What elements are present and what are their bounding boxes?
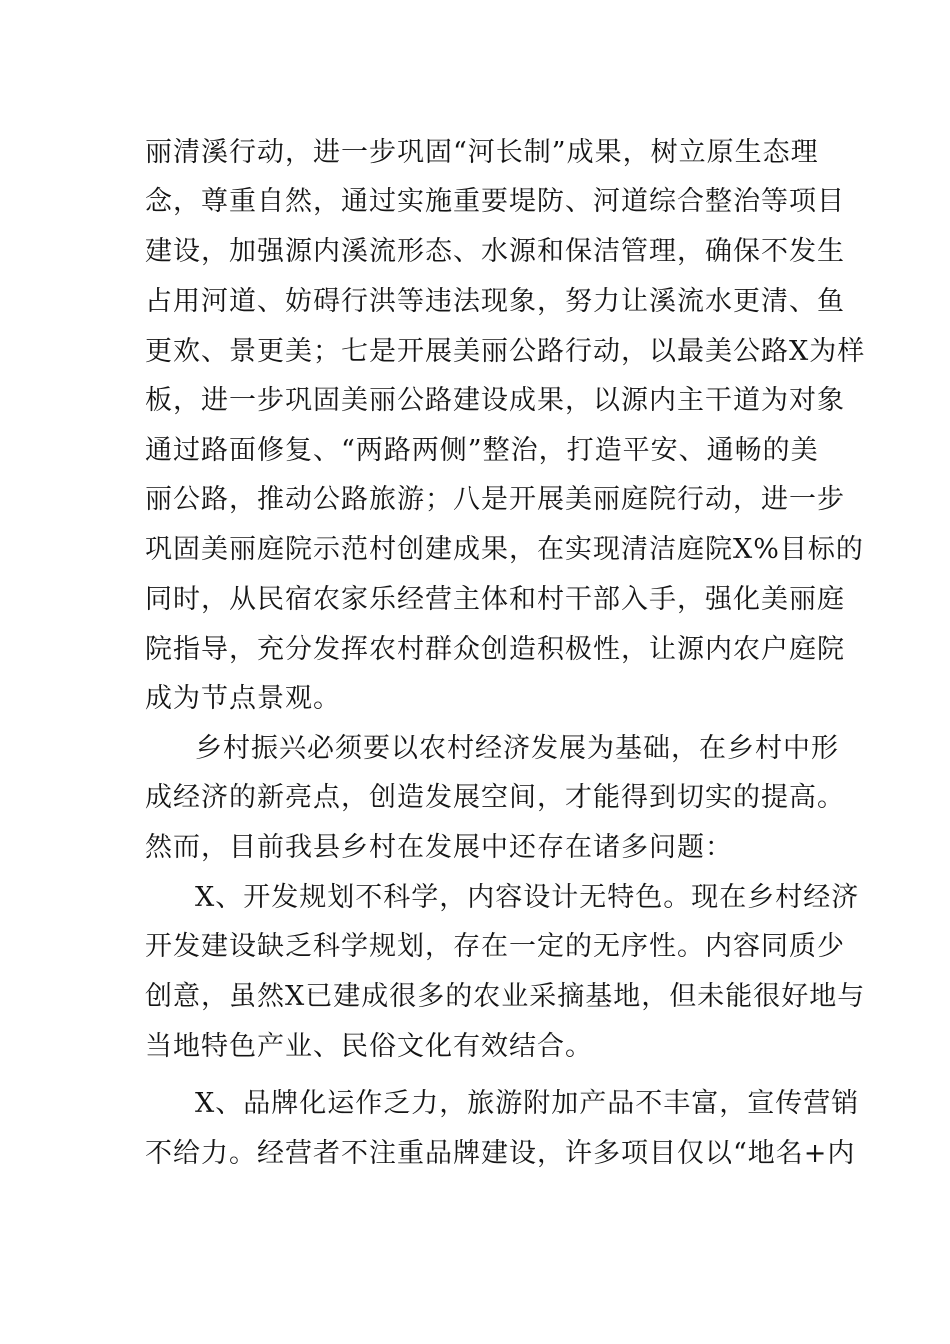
text-line: 成经济的新亮点，创造发展空间，才能得到切实的提高。 — [145, 782, 845, 813]
text-line: 念，尊重自然，通过实施重要堤防、河道综合整治等项目 — [145, 186, 845, 217]
text-line: 占用河道、妨碍行洪等违法现象，努力让溪流水更清、鱼 — [145, 286, 845, 317]
text-line: 通过路面修复、“两路两侧”整治，打造平安、通畅的美 — [145, 435, 819, 466]
text-line: 建设，加强源内溪流形态、水源和保洁管理，确保不发生 — [145, 236, 845, 267]
text-line: 丽公路，推动公路旅游；八是开展美丽庭院行动，进一步 — [145, 484, 845, 515]
text-line: 不给力。经营者不注重品牌建设，许多项目仅以“地名+内 — [145, 1138, 856, 1169]
text-line: 成为节点景观。 — [145, 683, 341, 714]
text-line: 巩固美丽庭院示范村创建成果，在实现清洁庭院X%目标的 — [145, 534, 864, 565]
text-line: 丽清溪行动，进一步巩固“河长制”成果，树立原生态理 — [145, 137, 819, 168]
text-line: 板，进一步巩固美丽公路建设成果，以源内主干道为对象 — [145, 385, 845, 416]
text-line: 更欢、景更美；七是开展美丽公路行动，以最美公路X为样 — [145, 336, 866, 367]
text-line: 院指导，充分发挥农村群众创造积极性，让源内农户庭院 — [145, 634, 845, 665]
paragraph-first-line: 乡村振兴必须要以农村经济发展为基础，在乡村中形 — [195, 733, 839, 764]
text-line: 开发建设缺乏科学规划，存在一定的无序性。内容同质少 — [145, 931, 845, 962]
paragraph-first-line: X、开发规划不科学，内容设计无特色。现在乡村经济 — [195, 882, 860, 913]
text-line: 同时，从民宿农家乐经营主体和村干部入手，强化美丽庭 — [145, 584, 845, 615]
paragraph-first-line: X、品牌化运作乏力，旅游附加产品不丰富，宣传营销 — [195, 1088, 860, 1119]
text-line: 创意，虽然X已建成很多的农业采摘基地，但未能很好地与 — [145, 981, 866, 1012]
text-line: 然而，目前我县乡村在发展中还存在诸多问题： — [145, 832, 733, 863]
text-line: 当地特色产业、民俗文化有效结合。 — [145, 1031, 593, 1062]
